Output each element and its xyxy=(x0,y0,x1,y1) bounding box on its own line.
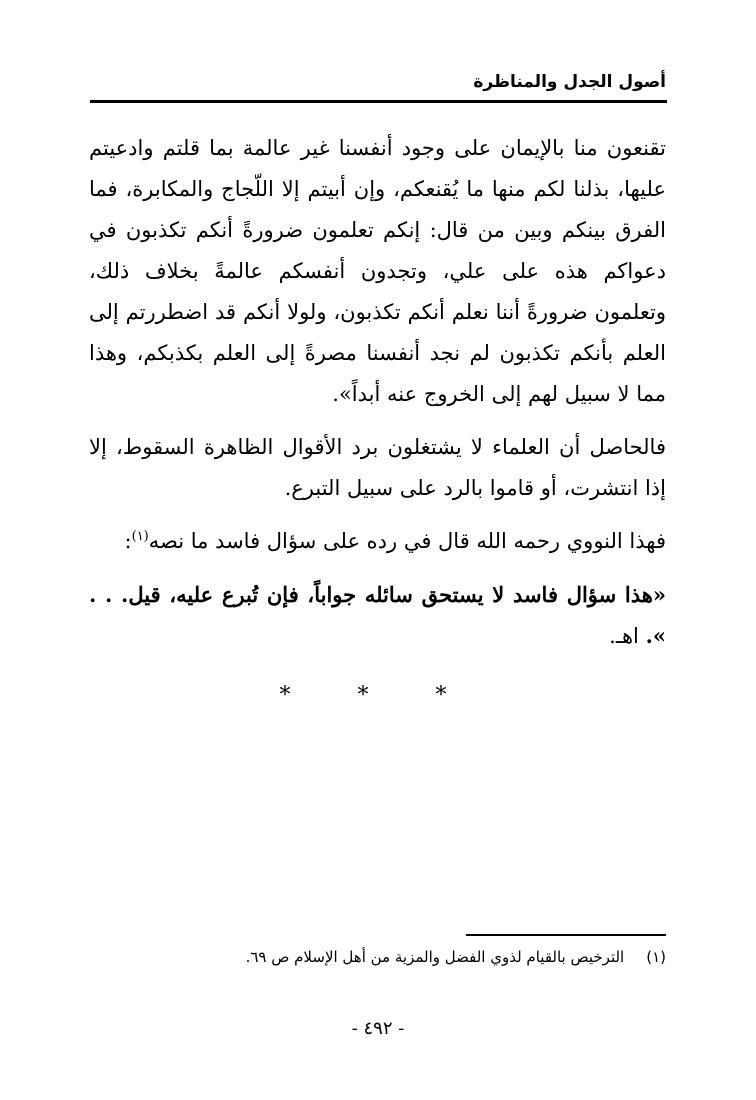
quote-paragraph xyxy=(89,574,666,657)
paragraph-1: تقنعون منا بالإيمان على وجود أنفسنا غير عالمة بما قلتم وادعيتم عليها، بذلنا لكم منها ما يُقنعكم، وإن أبيتم إلا اللّجاج والمكابرة، فما الفرق بينكم وبين من قال: إنكم تعلمون ضرورةً أنكم تكذبون في دعواكم هذه على علي، وتجدون أنفسكم عالمةً بخلاف ذلك، وتعلمون ضرورةً أننا نعلم أنكم تكذبون، ولولا أنكم قد اضطررتم إلى العلم بأنكم تكذبون لم نجد أنفسنا مصرةً إلى العلم بكذبكم، وهذا مما لا سبيل لهم إلى الخروج عنه أبداً». xyxy=(89,136,666,406)
page-number: - ٤٩٢ - xyxy=(351,1018,405,1039)
footnote-text: الترخيص بالقيام لذوي الفضل والمزية من أهل الإسلام ص ٦٩. xyxy=(245,948,625,966)
footnote-number: (١) xyxy=(646,948,666,966)
section-separator: * * * xyxy=(279,683,477,708)
main-text xyxy=(89,128,666,657)
quote-text: «هذا سؤال فاسد لا يستحق سائله جواباً، فإن تُبرع عليه، قيل. . . ». xyxy=(89,582,666,648)
quote-tail: اهـ. xyxy=(609,624,646,648)
footnote-reference: (١) xyxy=(131,529,149,544)
paragraph-3-colon: : xyxy=(124,529,132,553)
paragraph-2: فالحاصل أن العلماء لا يشتغلون برد الأقوال الظاهرة السقوط، إلا إذا انتشرت، أو قاموا بالرد على سبيل التبرع. xyxy=(89,435,666,500)
running-head-title: أصول الجدل والمناظرة xyxy=(473,72,666,92)
paragraph-3 xyxy=(89,521,666,562)
paragraph-3-text: فهذا النووي رحمه الله قال في رده على سؤال فاسد ما نصه xyxy=(148,529,666,553)
footnote-rule xyxy=(466,934,666,936)
footnote xyxy=(89,948,666,966)
header-rule xyxy=(90,100,667,103)
